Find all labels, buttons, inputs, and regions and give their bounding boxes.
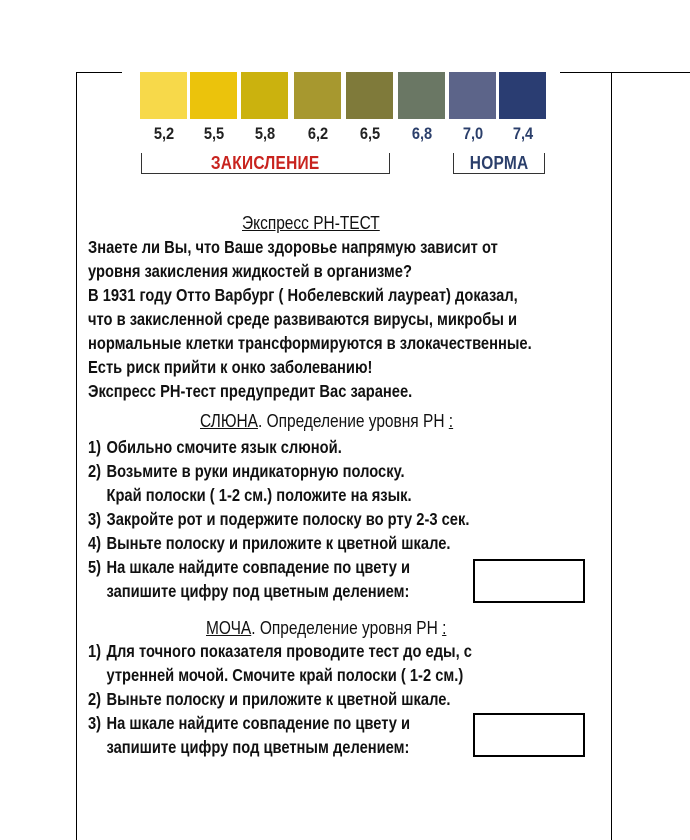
ph-swatch-6-8 <box>398 72 445 119</box>
ph-value-label: 6,8 <box>411 124 433 143</box>
ph-value-label: 5,2 <box>153 124 175 143</box>
ph-swatch-5-8 <box>241 72 288 119</box>
step-text: Для точного показателя проводите тест до еды, с <box>106 641 472 661</box>
saliva-step <box>88 484 412 506</box>
step-text: Выньте полоску и приложите к цветной шкале. <box>106 533 451 553</box>
intro-line: Есть риск прийти к онко заболеванию! <box>88 357 373 377</box>
step-number: 1) <box>88 641 102 661</box>
urine-step <box>88 688 450 710</box>
ph-swatch-5-5 <box>190 72 237 119</box>
step-number: 3) <box>88 713 102 733</box>
ph-swatch-5-2 <box>140 72 187 119</box>
cut-line-top-left <box>76 72 122 73</box>
urine-title-word: МОЧА <box>206 618 252 638</box>
ph-value-label: 5,8 <box>254 124 276 143</box>
step-text: Обильно смочите язык слюной. <box>106 437 342 457</box>
urine-step <box>88 736 409 758</box>
step-text: На шкале найдите совпадение по цвету и <box>106 557 411 577</box>
intro-title: Экспресс РН-ТЕСТ <box>242 213 380 233</box>
intro-line: что в закисленной среде развиваются вирусы, микробы и <box>88 309 518 329</box>
urine-step <box>88 712 410 734</box>
saliva-step <box>88 580 409 602</box>
saliva-title-colon: : <box>448 411 454 431</box>
urine-step <box>88 664 463 686</box>
ph-swatch-6-2 <box>294 72 341 119</box>
saliva-step <box>88 556 410 578</box>
intro-line: В 1931 году Отто Варбург ( Нобелевский лауреат) доказал, <box>88 285 518 305</box>
ph-value-label: 7,4 <box>512 124 534 143</box>
intro-line: нормальные клетки трансформируются в злокачественные. <box>88 333 532 353</box>
ph-value-label: 5,5 <box>203 124 225 143</box>
step-text: Край полоски ( 1-2 см.) положите на язык. <box>106 485 412 505</box>
step-text: На шкале найдите совпадение по цвету и <box>106 713 411 733</box>
urine-step <box>88 640 472 662</box>
norm-label: НОРМА <box>469 153 529 173</box>
step-text: запишите цифру под цветным делением: <box>106 581 410 601</box>
saliva-step <box>88 436 342 458</box>
saliva-title-word: СЛЮНА <box>200 411 258 431</box>
cut-line-top-right <box>560 72 690 73</box>
saliva-step <box>88 460 405 482</box>
saliva-step <box>88 508 469 530</box>
intro-line: Знаете ли Вы, что Ваше здоровье напрямую зависит от <box>88 237 498 257</box>
step-number: 5) <box>88 557 102 577</box>
step-number: 3) <box>88 509 102 529</box>
saliva-answer-box[interactable] <box>473 559 585 603</box>
intro-line: Экспресс РН-тест предупредит Вас заранее. <box>88 381 413 401</box>
cut-line-left <box>76 72 77 840</box>
step-number: 2) <box>88 461 102 481</box>
step-text: утренней мочой. Смочите край полоски ( 1-2 см.) <box>106 665 464 685</box>
urine-title-rest: . Определение уровня РН <box>251 618 443 638</box>
ph-swatch-6-5 <box>346 72 393 119</box>
saliva-title-rest: . Определение уровня РН <box>257 411 449 431</box>
step-text: Закройте рот и подержите полоску во рту 2-3 сек. <box>106 509 470 529</box>
ph-value-label: 6,2 <box>307 124 329 143</box>
ph-swatch-7-4 <box>499 72 546 119</box>
saliva-section-title <box>200 410 453 432</box>
urine-title-colon: : <box>442 618 447 638</box>
step-number: 2) <box>88 689 102 709</box>
ph-value-label: 6,5 <box>359 124 381 143</box>
urine-section-title <box>206 617 446 639</box>
cut-line-right <box>611 72 612 840</box>
step-text: Возьмите в руки индикаторную полоску. <box>106 461 405 481</box>
step-number: 4) <box>88 533 102 553</box>
ph-value-label: 7,0 <box>462 124 484 143</box>
urine-answer-box[interactable] <box>473 713 585 757</box>
acidification-label: ЗАКИСЛЕНИЕ <box>211 153 320 173</box>
step-number: 1) <box>88 437 102 457</box>
norm-bracket <box>453 153 545 174</box>
acidification-bracket <box>141 153 390 174</box>
intro-line: уровня закисления жидкостей в организме? <box>88 261 412 281</box>
step-text: Выньте полоску и приложите к цветной шкале. <box>106 689 451 709</box>
step-text: запишите цифру под цветным делением: <box>106 737 410 757</box>
saliva-step <box>88 532 450 554</box>
ph-swatch-7-0 <box>449 72 496 119</box>
